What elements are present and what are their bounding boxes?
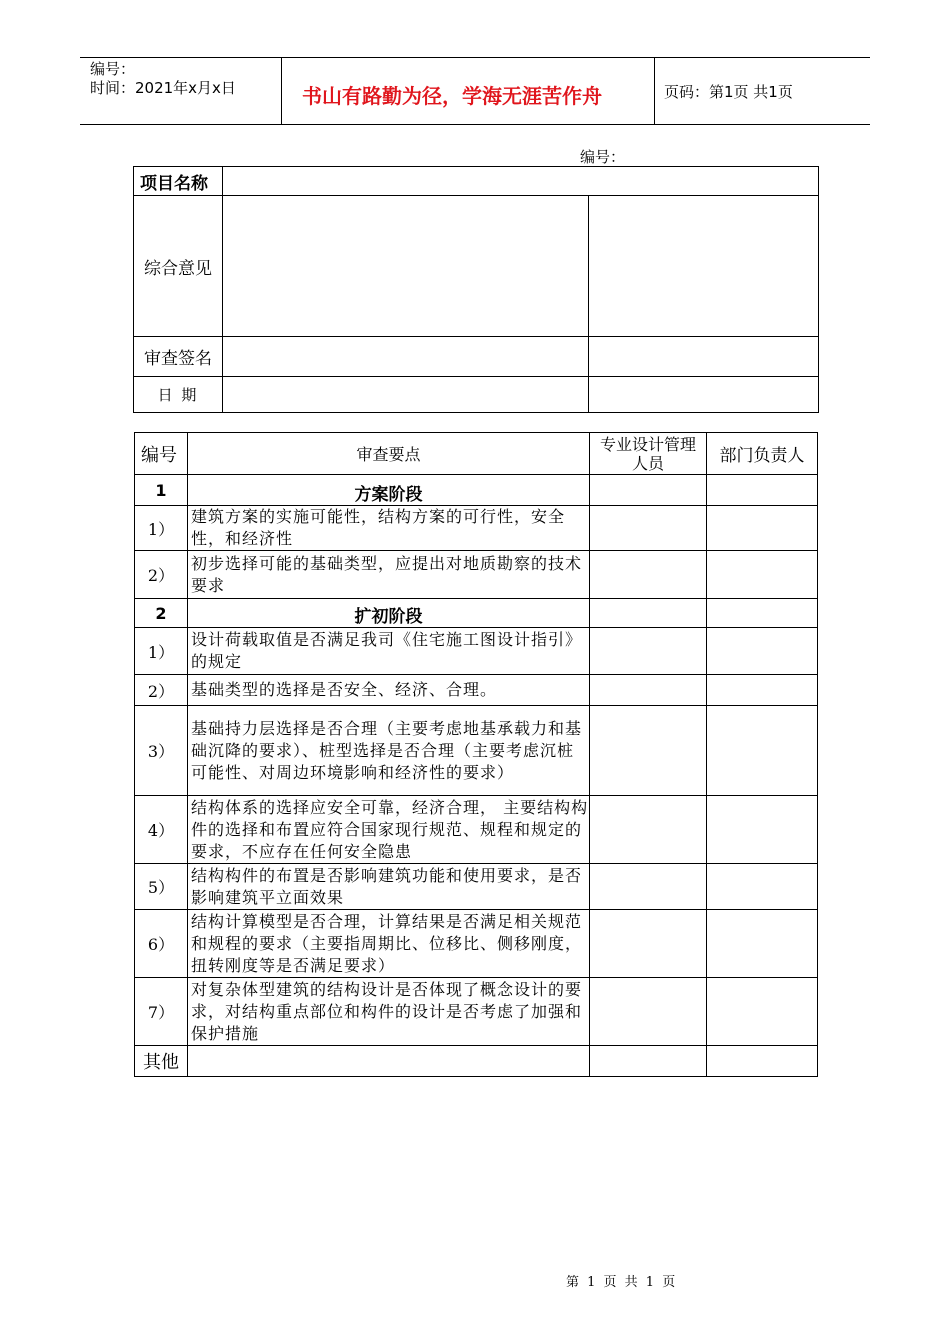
header-top-rule [80, 57, 870, 58]
designer-cell[interactable] [590, 599, 707, 628]
item-text: 基础类型的选择是否安全、经济、合理。 [188, 675, 590, 706]
table-row [135, 864, 818, 910]
designer-cell[interactable] [590, 864, 707, 910]
other-row [135, 1046, 818, 1077]
designer-cell[interactable] [590, 675, 707, 706]
item-no: 1） [135, 506, 188, 551]
designer-cell[interactable] [590, 796, 707, 864]
overall-opinion-row [134, 196, 819, 337]
item-no: 4） [135, 796, 188, 864]
review-table [134, 432, 818, 1077]
dept-head-cell[interactable] [707, 551, 818, 599]
header-bottom-rule [80, 124, 870, 125]
table-row [135, 978, 818, 1046]
header-dept-head: 部门负责人 [707, 433, 818, 475]
table-row [135, 506, 818, 551]
dept-head-cell[interactable] [707, 706, 818, 796]
review-signature-row [134, 337, 819, 377]
designer-cell[interactable] [590, 978, 707, 1046]
review-header-row [135, 433, 818, 475]
header-page-label: 页码：第1页 共1页 [664, 83, 793, 101]
overall-opinion-label: 综合意见 [134, 196, 223, 337]
table-row [135, 551, 818, 599]
item-text: 建筑方案的实施可能性，结构方案的可行性，安全性，和经济性 [188, 506, 590, 551]
item-text: 初步选择可能的基础类型，应提出对地质勘察的技术要求 [188, 551, 590, 599]
overall-opinion-value[interactable] [223, 196, 589, 337]
project-name-label: 项目名称 [134, 167, 223, 196]
header-divider-1 [281, 57, 282, 125]
header-no: 编号 [135, 433, 188, 475]
dept-head-cell[interactable] [707, 475, 818, 506]
item-no: 1） [135, 628, 188, 675]
dept-head-cell[interactable] [707, 506, 818, 551]
project-name-row [134, 167, 819, 196]
item-text: 结构计算模型是否合理，计算结果是否满足相关规范和规程的要求（主要指周期比、位移比、侧移刚度，扭转刚度等是否满足要求） [188, 910, 590, 978]
designer-cell[interactable] [590, 628, 707, 675]
section-no: 2 [135, 599, 188, 628]
section-row [135, 475, 818, 506]
designer-cell[interactable] [590, 475, 707, 506]
table-row [135, 675, 818, 706]
item-no: 2） [135, 551, 188, 599]
table-row [135, 910, 818, 978]
item-text: 结构构件的布置是否影响建筑功能和使用要求，是否影响建筑平立面效果 [188, 864, 590, 910]
dept-head-cell[interactable] [707, 1046, 818, 1077]
table-row [135, 706, 818, 796]
review-signature-value[interactable] [223, 337, 589, 377]
section-no: 1 [135, 475, 188, 506]
header-motto: 书山有路勤为径，学海无涯苦作舟 [302, 84, 602, 108]
other-text-cell[interactable] [188, 1046, 590, 1077]
date-label: 日 期 [134, 377, 223, 413]
header-number-label: 编号： [90, 60, 136, 78]
header-designer: 专业设计管理人员 [590, 433, 707, 475]
review-signature-label: 审查签名 [134, 337, 223, 377]
section-title: 扩初阶段 [188, 599, 590, 628]
item-text: 结构体系的选择应安全可靠，经济合理， 主要结构构件的选择和布置应符合国家现行规范、规程和规定的要求，不应存在任何安全隐患 [188, 796, 590, 864]
designer-cell[interactable] [590, 706, 707, 796]
designer-cell[interactable] [590, 551, 707, 599]
table-row [135, 628, 818, 675]
dept-head-cell[interactable] [707, 978, 818, 1046]
section-title: 方案阶段 [188, 475, 590, 506]
dept-head-cell[interactable] [707, 796, 818, 864]
form-number-label: 编号： [580, 148, 626, 166]
dept-head-cell[interactable] [707, 675, 818, 706]
dept-head-cell[interactable] [707, 599, 818, 628]
item-no: 7） [135, 978, 188, 1046]
item-text: 设计荷载取值是否满足我司《住宅施工图设计指引》的规定 [188, 628, 590, 675]
designer-cell[interactable] [590, 910, 707, 978]
project-name-value[interactable] [223, 167, 819, 196]
designer-cell[interactable] [590, 506, 707, 551]
other-label: 其他 [135, 1046, 188, 1077]
header-review-points: 审查要点 [188, 433, 590, 475]
overall-opinion-extra[interactable] [589, 196, 819, 337]
item-no: 3） [135, 706, 188, 796]
section-row [135, 599, 818, 628]
table-row [135, 796, 818, 864]
header-time-label: 时间：2021年x月x日 [90, 79, 236, 97]
date-row [134, 377, 819, 413]
item-no: 6） [135, 910, 188, 978]
item-no: 2） [135, 675, 188, 706]
item-no: 5） [135, 864, 188, 910]
review-signature-extra[interactable] [589, 337, 819, 377]
item-text: 对复杂体型建筑的结构设计是否体现了概念设计的要求，对结构重点部位和构件的设计是否考虑了加强和保护措施 [188, 978, 590, 1046]
dept-head-cell[interactable] [707, 864, 818, 910]
item-text: 基础持力层选择是否合理（主要考虑地基承载力和基础沉降的要求）、桩型选择是否合理（主要考虑沉桩可能性、对周边环境影响和经济性的要求） [188, 706, 590, 796]
dept-head-cell[interactable] [707, 910, 818, 978]
header-divider-2 [654, 57, 655, 125]
info-table [133, 166, 819, 413]
designer-cell[interactable] [590, 1046, 707, 1077]
page-footer: 第 1 页 共 1 页 [566, 1275, 678, 1290]
date-extra[interactable] [589, 377, 819, 413]
dept-head-cell[interactable] [707, 628, 818, 675]
date-value[interactable] [223, 377, 589, 413]
